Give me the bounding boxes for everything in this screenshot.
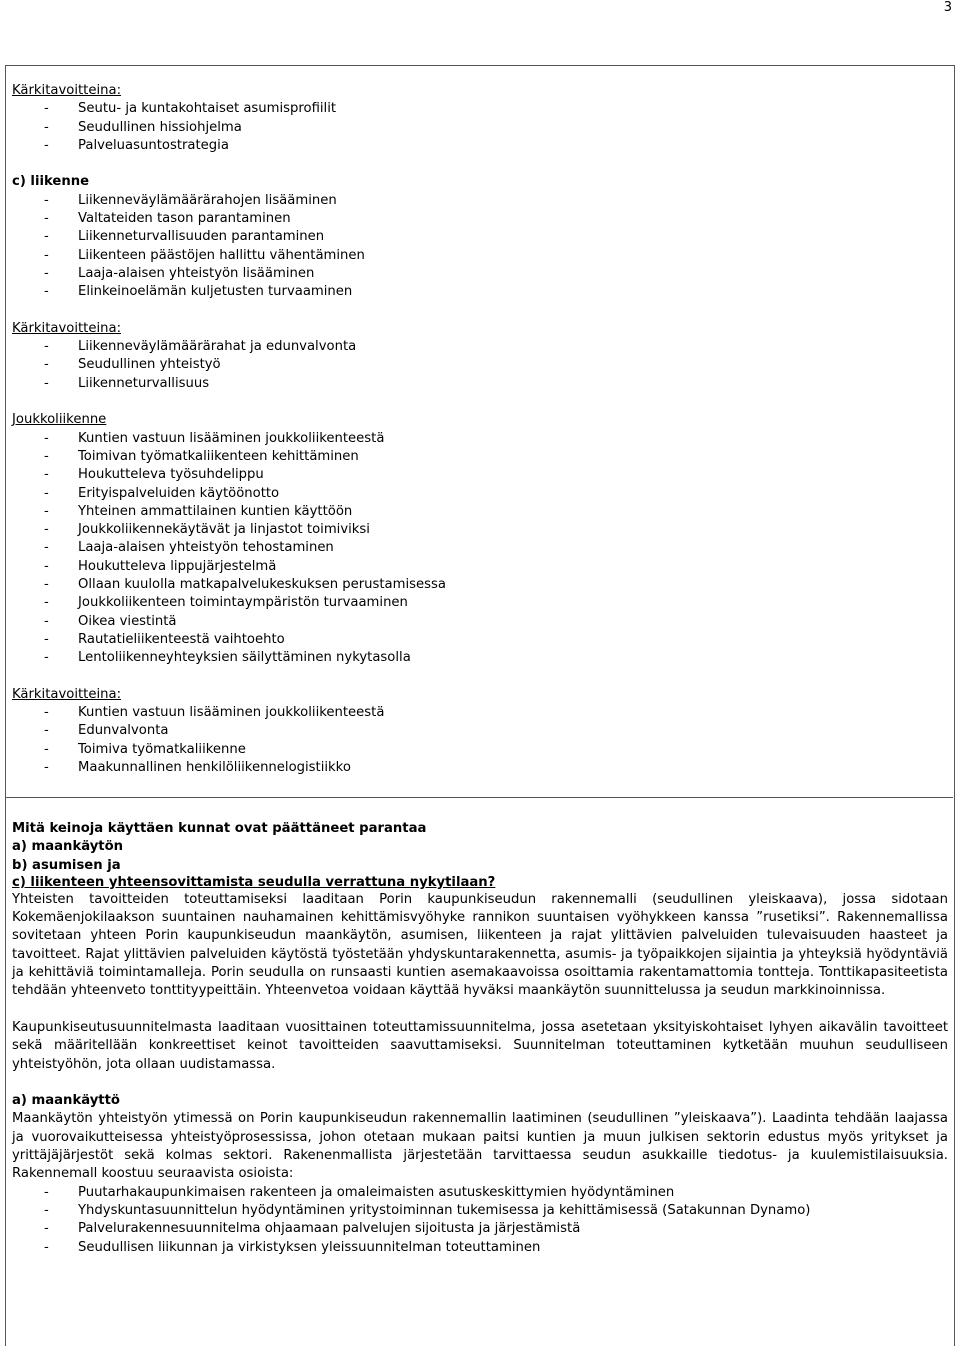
document-body [12,82,948,777]
section-divider [5,797,953,798]
document-body-lower [12,820,948,1257]
list-item: - Palveluasuntostrategia [44,137,229,153]
list-item: - Kuntien vastuun lisääminen joukkoliikenteestä [44,430,385,446]
list-item: - Yhdyskuntasuunnittelun hyödyntäminen yritystoiminnan tukemisessa ja kehittämisessä (Satakunnan Dynamo) [44,1202,811,1218]
question-line: a) maankäytön [12,839,124,855]
subheading: a) maankäyttö [12,1093,120,1109]
list-item: - Rautatieliikenteestä vaihtoehto [44,631,285,647]
list-item: - Houkutteleva työsuhdelippu [44,467,264,483]
list-item: - Puutarhakaupunkimaisen rakenteen ja omaleimaisten asutuskeskittymien hyödyntäminen [44,1184,675,1200]
list-item: - Palvelurakennesuunnitelma ohjaamaan palvelujen sijoitusta ja järjestämistä [44,1221,581,1237]
question-line: b) asumisen ja [12,857,121,873]
list-item: - Toimivan työmatkaliikenteen kehittäminen [44,448,359,464]
list-item: - Oikea viestintä [44,613,177,629]
question-line: Mitä keinoja käyttäen kunnat ovat päättäneet parantaa [12,821,427,836]
question-block [12,820,948,891]
paragraph: Yhteisten tavoitteiden toteuttamiseksi laaditaan Porin kaupunkiseudun rakennemalli (seudullinen yleiskaava), jossa sidotaan Kokemäenjokilaakson suuntainen nauhamainen kehittämisvyöhyke rannikon suuntaisen vyöhykkeen kanssa ”rusetiksi”. Rakennemallissa sovitetaan yhteen Porin kaupunkiseudun maankäytön, asumisen, liikenteen ja rajat ylittävien palveluiden tulevaisuuden haasteet ja tavoitteet. Rajat ylittävien palveluiden käytöstä työstetään yhdyskuntarakennetta, asumis- ja työpaikkojen sijaintia ja yhteyksiä hyödyntäviä ja kehittäviä toimintamalleja. Porin seudulla on runsaasti kuntien asemakaavoissa osoittamia rakentamattomia tontteja. Tonttikapasiteetista tehdään yhteenveto tonttityypeittäin. Yhteenvetoa voidaan käyttää hyväksi maankäytön suunnittelussa ja seudun markkinoinnissa. [12,891,948,999]
list-item: - Liikenteen päästöjen hallittu vähentäminen [44,247,365,263]
list-item: - Lentoliikenneyhteyksien säilyttäminen nykytasolla [44,650,411,666]
list-item: - Houkutteleva lippujärjestelmä [44,558,277,574]
list-item: - Ollaan kuulolla matkapalvelukeskuksen perustamisessa [44,577,446,593]
list-item: - Toimiva työmatkaliikenne [44,741,246,757]
section-heading: Kärkitavoitteina: [12,320,122,336]
list-item: - Liikenneturvallisuus [44,375,210,391]
list-item: - Liikenneväylämäärärahat ja edunvalvonta [44,339,357,355]
list-item: - Liikenneväylämäärärahojen lisääminen [44,192,337,208]
paragraph: Maankäytön yhteistyön ytimessä on Porin kaupunkiseudun rakennemallin laatiminen (seudullinen ”yleiskaava”). Laadinta tehdään laajassa ja vuorovaikutteisessa yhteistyöprosessissa, johon otetaan mukaan paitsi kuntien ja muun julkisen sektorin edustus myös yritykset ja yrittäjäjärjestöt sekä kolmas sektori. Rakenenmallista järjestetään tarvittaessa seudun asukkaille tiedotus- ja kuulemistilaisuuksia. Rakennemall koostuu seuraavista osioista: [12,1111,948,1182]
list-item: - Seutu- ja kuntakohtaiset asumisprofiilit [44,101,337,117]
list-item: - Seudullisen liikunnan ja virkistyksen yleissuunnitelman toteuttaminen [44,1239,541,1255]
page-number: 3 [943,0,952,15]
section-heading: Kärkitavoitteina: [12,83,122,98]
list-item: - Joukkoliikenteen toimintaympäristön turvaaminen [44,595,408,611]
list-item: - Laaja-alaisen yhteistyön tehostaminen [44,540,334,556]
list-item: - Joukkoliikennekäytävät ja linjastot toimiviksi [44,522,370,538]
list-item: - Yhteinen ammattilainen kuntien käyttöön [44,503,353,519]
question-line: c) liikenteen yhteensovittamista seudulla verrattuna nykytilaan? [12,874,496,890]
list-item: - Liikenneturvallisuuden parantaminen [44,229,325,245]
section-heading: c) liikenne [12,174,90,190]
list-item: - Elinkeinoelämän kuljetusten turvaaminen [44,284,353,300]
list-item: - Seudullinen hissiohjelma [44,119,242,135]
paragraph: Kaupunkiseutusuunnitelmasta laaditaan vuosittainen toteuttamissuunnitelma, jossa asetetaan yksityiskohtaiset lyhyen aikavälin tavoitteet sekä määritellään konkreettiset keinot tavoitteiden saavuttamiseksi. Suunnitelman toteuttaminen kytketään muuhun seudulliseen yhteistyöhön, jota ollaan uudistamassa. [12,1019,948,1072]
section-heading: Kärkitavoitteina: [12,686,122,702]
section-heading: Joukkoliikenne [12,412,107,428]
list-item: - Edunvalvonta [44,723,169,739]
list-item: - Seudullinen yhteistyö [44,357,221,373]
list-item: - Laaja-alaisen yhteistyön lisääminen [44,265,315,281]
list-item: - Kuntien vastuun lisääminen joukkoliikenteestä [44,705,385,721]
list-item: - Maakunnallinen henkilöliikennelogistiikko [44,759,351,775]
list-item: - Valtateiden tason parantaminen [44,211,291,227]
list-item: - Erityispalveluiden käytöönotto [44,485,280,501]
